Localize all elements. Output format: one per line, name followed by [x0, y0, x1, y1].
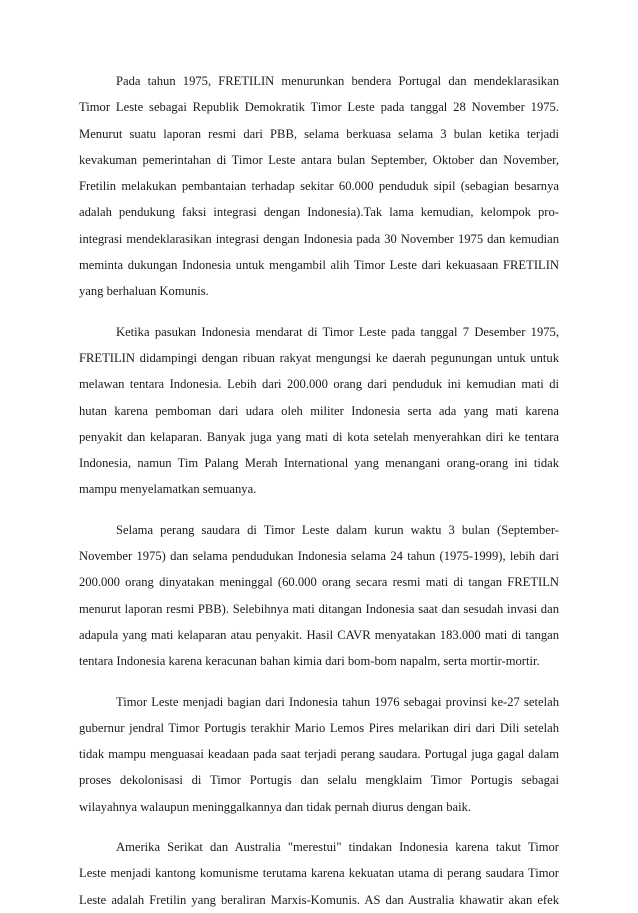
- paragraph-3: [79, 517, 559, 675]
- paragraph-1: [79, 68, 559, 305]
- paragraph-line: Leste menjadi kantong komunisme terutama karena kekuatan utama di perang saudara Timor: [79, 866, 559, 881]
- paragraph-line: yang berhaluan Komunis.: [79, 284, 209, 299]
- paragraph-line: integrasi mendeklarasikan integrasi dengan Indonesia pada 30 November 1975 dan kemudian: [79, 231, 559, 246]
- paragraph-line: wilayahnya walaupun meninggalkannya dan tidak pernah diurus dengan baik.: [79, 799, 472, 814]
- paragraph-line: tidak mampu menguasai keadaan pada saat terjadi perang saudara. Portugal juga gagal dalam: [79, 747, 559, 762]
- paragraph-line: menurut laporan resmi PBB). Selebihnya mati ditangan Indonesia saat dan sesudah invasi dan: [79, 601, 559, 616]
- paragraph-line: adapula yang mati kelaparan atau penyakit. Hasil CAVR menyatakan 183.000 mati di tangan: [79, 627, 559, 642]
- paragraph-line: tentara Indonesia karena keracunan bahan kimia dari bom-bom napalm, serta mortir-mortir.: [79, 654, 540, 669]
- paragraph-line: Timor Leste sebagai Republik Demokratik Timor Leste pada tanggal 28 November 1975.: [79, 100, 559, 115]
- paragraph-line: adalah pendukung faksi integrasi dengan Indonesia).Tak lama kemudian, kelompok pro-: [79, 205, 559, 220]
- paragraph-4: [79, 689, 559, 820]
- paragraph-line: mampu menyelamatkan semuanya.: [79, 482, 257, 497]
- document-body: [79, 68, 559, 913]
- paragraph-5: [79, 834, 559, 913]
- paragraph-line: Amerika Serikat dan Australia "merestui" tindakan Indonesia karena takut Timor: [116, 840, 559, 855]
- paragraph-line: meminta dukungan Indonesia untuk mengambil alih Timor Leste dari kekuasaan FRETILIN: [79, 258, 559, 273]
- paragraph-line: November 1975) dan selama pendudukan Indonesia selama 24 tahun (1975-1999), lebih dari: [79, 549, 559, 564]
- paragraph-line: Pada tahun 1975, FRETILIN menurunkan bendera Portugal dan mendeklarasikan: [116, 74, 559, 88]
- paragraph-line: Leste adalah Fretilin yang beraliran Marxis-Komunis. AS dan Australia khawatir akan efek: [79, 892, 559, 907]
- paragraph-line: Timor Leste menjadi bagian dari Indonesia tahun 1976 sebagai provinsi ke-27 setelah: [116, 694, 559, 709]
- paragraph-line: 200.000 orang dinyatakan meninggal (60.000 orang secara resmi mati di tangan FRETILN: [79, 575, 559, 590]
- paragraph-line: Fretilin melakukan pembantaian terhadap sekitar 60.000 penduduk sipil (sebagian besarnya: [79, 179, 559, 194]
- paragraph-line: FRETILIN didampingi dengan ribuan rakyat mengungsi ke daerah pegunungan untuk untuk: [79, 350, 559, 365]
- paragraph-line: kevakuman pemerintahan di Timor Leste antara bulan September, Oktober dan November,: [79, 152, 559, 167]
- paragraph-line: proses dekolonisasi di Timor Portugis dan selalu mengklaim Timor Portugis sebagai: [79, 773, 559, 788]
- paragraph-line: hutan karena pemboman dari udara oleh militer Indonesia serta ada yang mati karena: [79, 403, 559, 418]
- paragraph-line: gubernur jendral Timor Portugis terakhir Mario Lemos Pires melarikan diri dari Dili setelah: [79, 720, 559, 735]
- paragraph-line: Menurut suatu laporan resmi dari PBB, selama berkuasa selama 3 bulan ketika terjadi: [79, 126, 559, 141]
- paragraph-line: Ketika pasukan Indonesia mendarat di Timor Leste pada tanggal 7 Desember 1975,: [116, 324, 559, 339]
- paragraph-line: melawan tentara Indonesia. Lebih dari 200.000 orang dari penduduk ini kemudian mati di: [79, 377, 559, 392]
- paragraph-2: [79, 319, 559, 503]
- paragraph-line: Selama perang saudara di Timor Leste dalam kurun waktu 3 bulan (September-: [116, 522, 559, 537]
- paragraph-line: penyakit dan kelaparan. Banyak juga yang mati di kota setelah menyerahkan diri ke tentara: [79, 429, 559, 444]
- paragraph-line: Indonesia, namun Tim Palang Merah International yang menangani orang-orang ini tidak: [79, 456, 559, 471]
